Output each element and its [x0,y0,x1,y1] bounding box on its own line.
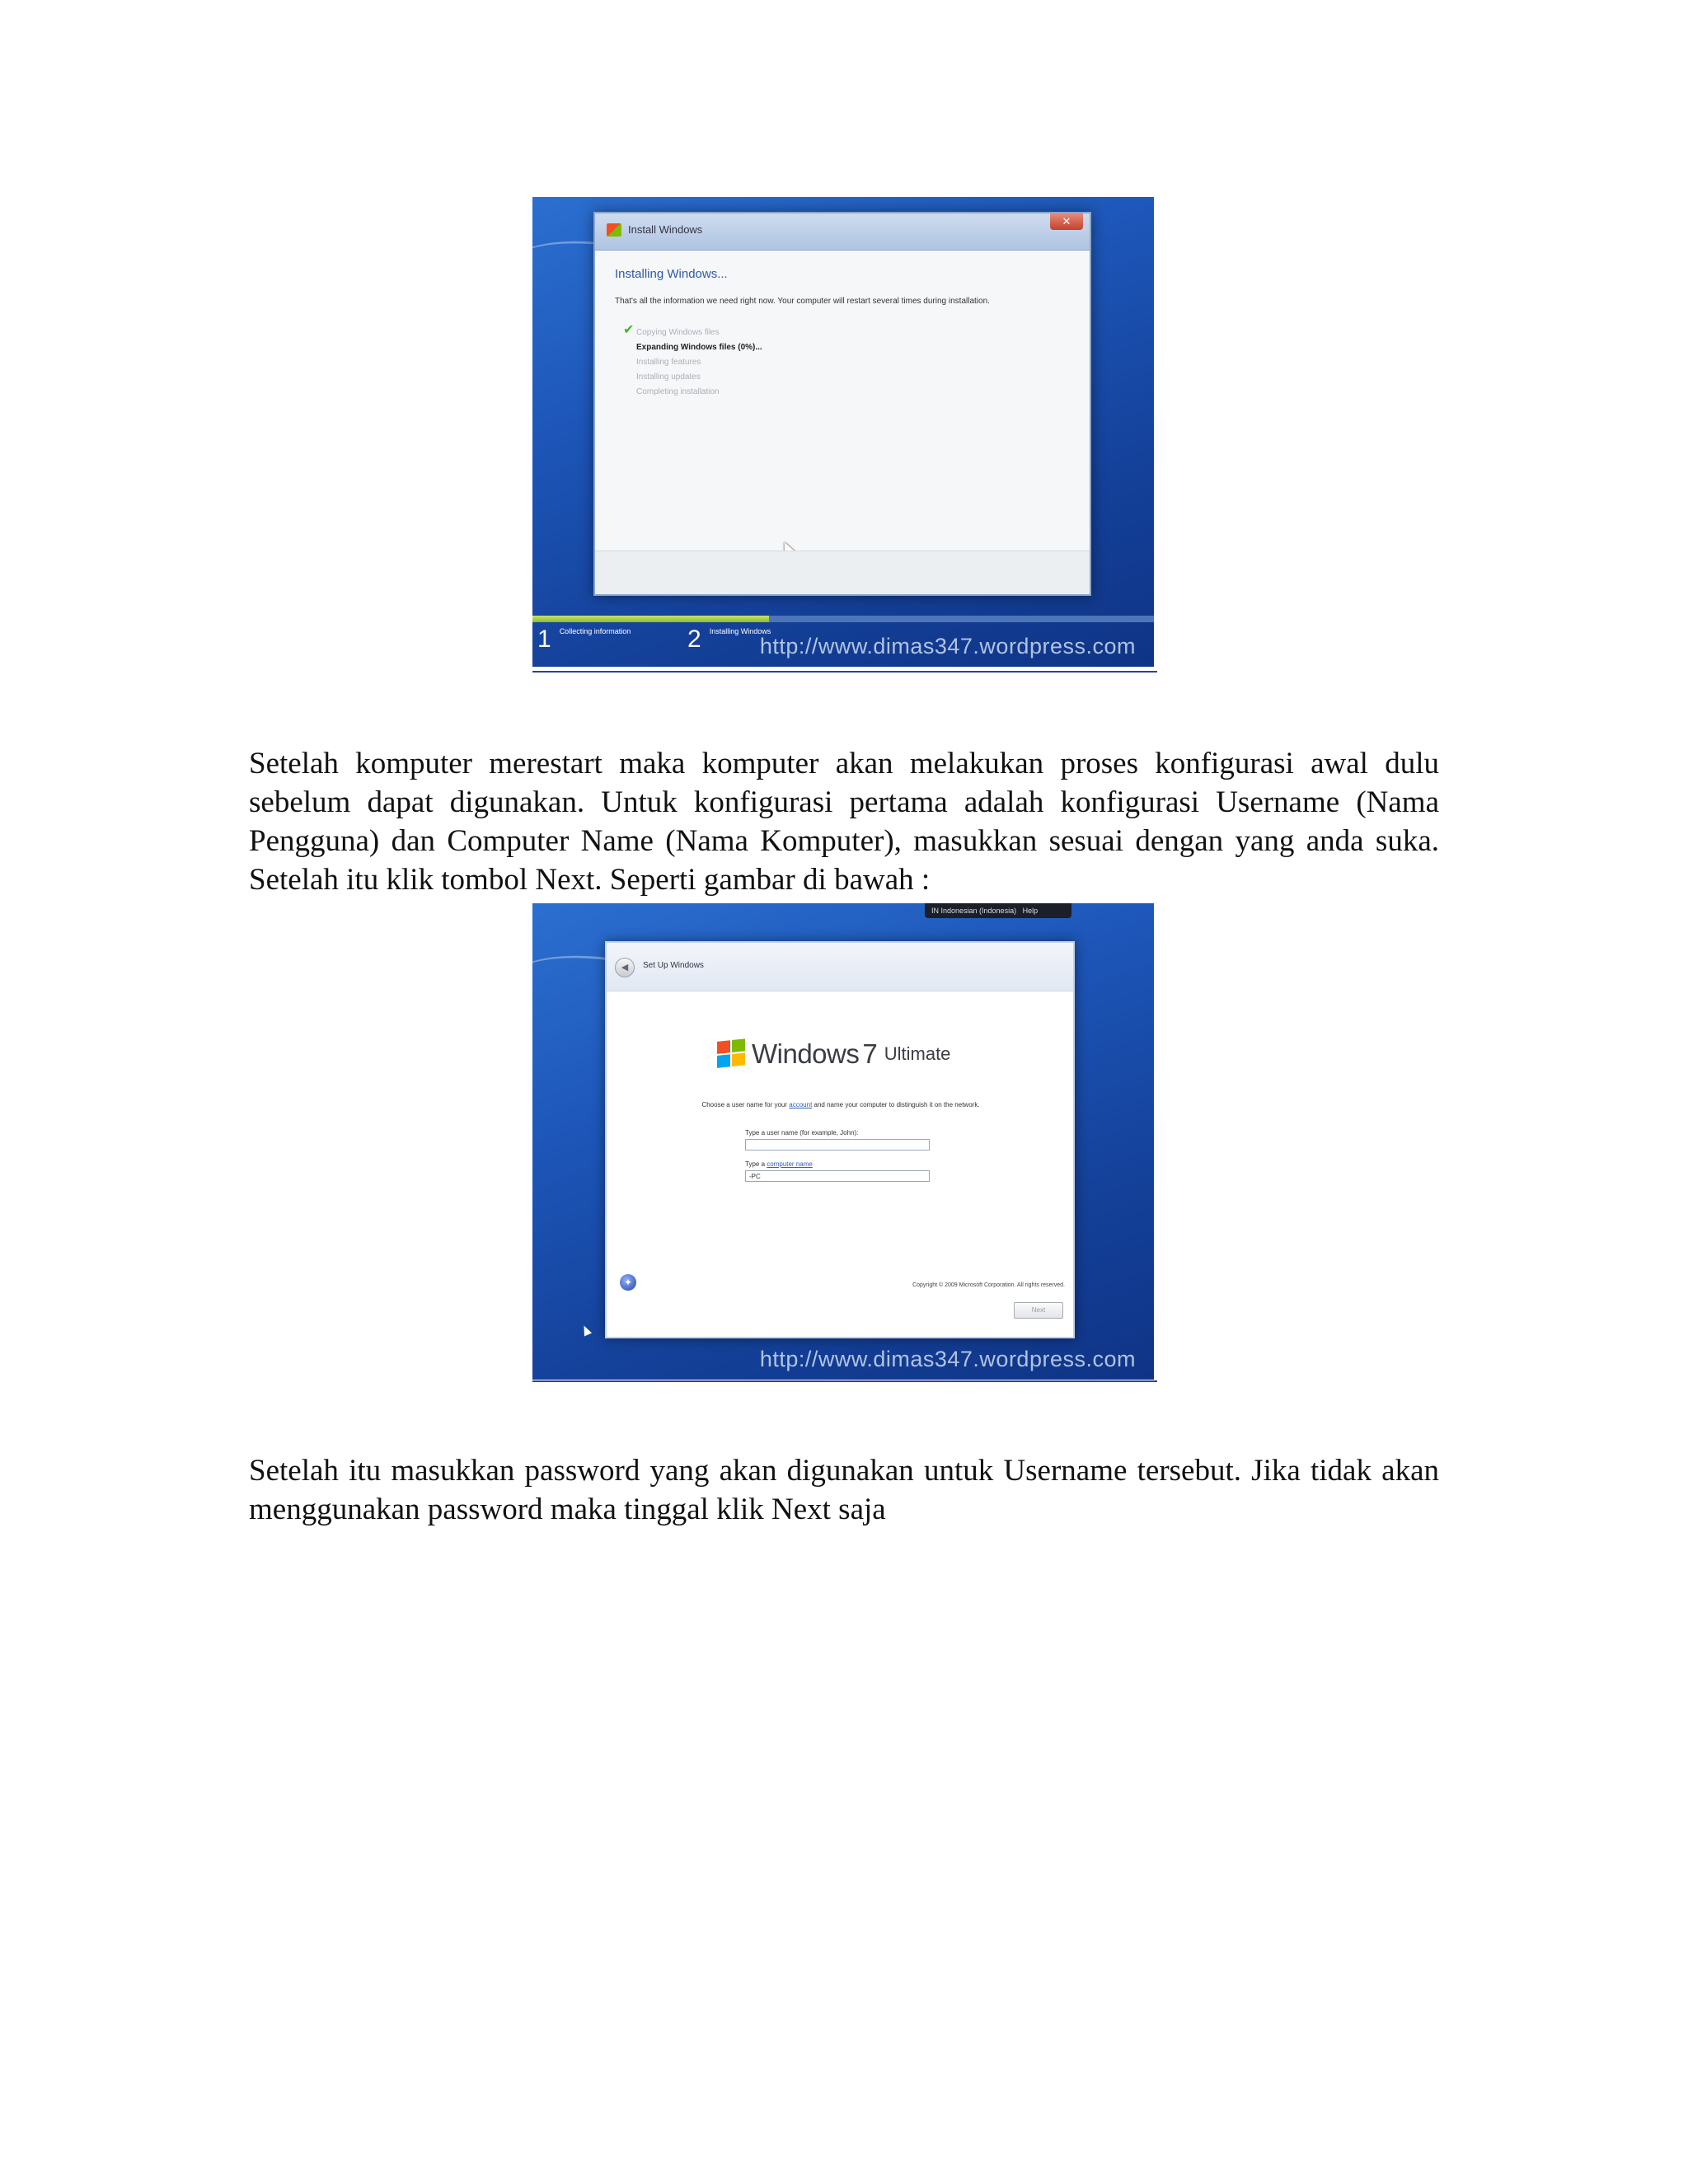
logo-version: 7 [862,1038,878,1069]
install-window-footer [595,551,1090,594]
close-icon[interactable]: ✕ [1050,213,1083,230]
language-indicator: IN Indonesian (Indonesia) [931,907,1017,915]
figure-underline [532,671,1157,673]
windows-7-logo [717,1038,950,1070]
computername-input[interactable]: -PC [745,1170,930,1182]
ease-of-access-icon[interactable]: ✦ [620,1274,636,1291]
logo-brand: Windows [752,1038,860,1069]
language-bar[interactable] [925,903,1071,918]
username-label: Type a user name (for example, John): [745,1129,859,1137]
stage-collecting-information [537,627,631,652]
stage-label: Collecting information [559,627,631,635]
computer-name-link[interactable]: computer name [767,1160,813,1168]
windows-setup-icon [607,223,621,237]
next-button[interactable]: Next [1014,1302,1063,1319]
body-paragraph: Setelah itu masukkan password yang akan digunakan untuk Username tersebut. Jika tidak akan menggunakan password maka tinggal klik Next saja [249,1454,1439,1526]
stage-installing-windows [687,627,771,652]
setup-prompt: Choose a user name for your account and name your computer to distinguish it on the network. [701,1101,980,1108]
install-window [593,212,1091,596]
setup-window [605,941,1075,1338]
screenshot-set-up-windows [532,903,1154,1380]
body-paragraph: Setelah komputer merestart maka komputer akan melakukan proses konfigurasi awal dulu sebelum dapat digunakan. Untuk konfigurasi pertama adalah konfigurasi Username (Nama Pengguna) dan Computer Name (Nama Komputer), masukkan sesuai dengan yang anda suka. Setelah itu klik tombol Next. Seperti gambar di bawah : [249,747,1439,897]
install-steps-list [636,326,1073,400]
windows-flag-icon [717,1038,747,1070]
watermark-url: http://www.dimas347.wordpress.com [759,634,1136,658]
install-info-text: That's all the information we need right now. Your computer will restart several times during installation. [615,297,990,306]
setup-progress-fill [532,616,769,622]
username-input[interactable] [745,1139,930,1151]
copyright-text: Copyright © 2009 Microsoft Corporation. All rights reserved. [912,1282,1065,1288]
setup-window-titlebar [607,943,1073,991]
figure-underline [532,1380,1157,1382]
mouse-cursor-icon [580,1324,592,1336]
language-help: Help [1022,907,1039,915]
screenshot-installing-windows [532,197,1154,667]
install-step: Expanding Windows files (0%)... [636,343,762,352]
install-step: Completing installation [636,387,720,396]
account-link[interactable]: account [789,1101,813,1108]
install-step: Installing features [636,358,701,367]
logo-edition: Ultimate [884,1043,951,1064]
watermark-url: http://www.dimas347.wordpress.com [759,1347,1136,1371]
back-arrow-icon[interactable]: ◀ [615,958,635,977]
install-window-title: Install Windows [628,223,703,236]
setup-window-title: Set Up Windows [643,961,704,970]
setup-progress-bar [532,616,1154,622]
install-step: Installing updates [636,373,701,382]
computername-label: Type a computer name [745,1160,813,1168]
stage-label: Installing Windows [709,627,771,635]
install-step: ✔ Copying Windows files [636,326,1073,340]
stage-number: 1 [537,626,551,653]
install-window-titlebar [595,213,1090,251]
stage-number: 2 [687,626,701,653]
install-heading: Installing Windows... [615,267,728,281]
